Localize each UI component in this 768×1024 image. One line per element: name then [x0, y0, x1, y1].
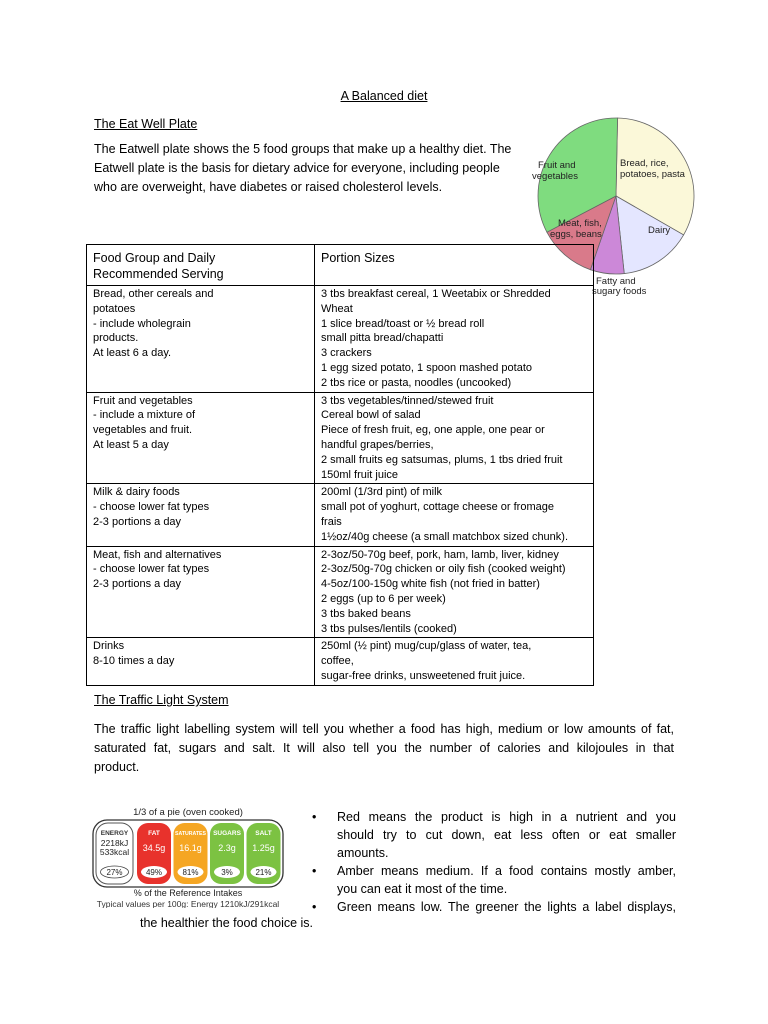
- traffic-heading: The Traffic Light System: [94, 693, 229, 707]
- energy-kj: 2218kJ: [100, 838, 129, 848]
- label-typical: Typical values per 100g: Energy 1210kJ/291kcal: [96, 899, 280, 908]
- pie-label: Dairy: [648, 225, 671, 236]
- nutrient-pct: 3%: [221, 868, 233, 877]
- food-group-line: vegetables and fruit.: [93, 424, 193, 437]
- eatwell-line: The Eatwell plate shows the 5 food groups that make up a healthy diet. The: [94, 142, 512, 156]
- portion-line: 2 small fruits eg satsumas, plums, 1 tbs dried fruit: [321, 453, 563, 466]
- nutrient-cell: [210, 823, 244, 884]
- food-group-line: 2-3 portions a day: [93, 515, 182, 528]
- eatwell-line: who are overweight, have diabetes or raised cholesterol levels.: [94, 180, 443, 194]
- portion-line: small pitta bread/chapatti: [321, 332, 444, 345]
- portion-line: 4-5oz/100-150g white fish (not fried in batter): [321, 578, 540, 591]
- nutrient-value: 34.5g: [142, 843, 166, 853]
- eatwell-line: Eatwell plate is the basis for dietary advice for everyone, including people: [94, 161, 500, 175]
- energy-pct: 27%: [106, 868, 123, 877]
- food-group-line: - include a mixture of: [93, 409, 196, 422]
- nutrient-name: FAT: [148, 830, 160, 837]
- food-group-line: Milk & dairy foods: [93, 486, 180, 499]
- food-group-line: Meat, fish and alternatives: [93, 548, 222, 561]
- table-header-row: [87, 245, 594, 286]
- food-group-line: Fruit and vegetables: [93, 394, 193, 407]
- energy-name: ENERGY: [100, 830, 129, 837]
- eatwell-paragraph: [94, 140, 511, 197]
- bullet-tail: the healthier the food choice is.: [140, 916, 314, 930]
- food-group-table: [86, 244, 594, 686]
- food-group-line: Drinks: [93, 640, 125, 653]
- nutrient-name: SUGARS: [213, 830, 241, 837]
- portion-line: coffee,: [321, 655, 354, 668]
- food-group-cell: [87, 546, 315, 638]
- bullet-dot-icon: •: [312, 900, 317, 914]
- table-row: [87, 546, 594, 638]
- portion-line: 3 tbs vegetables/tinned/stewed fruit: [321, 394, 494, 407]
- portion-line: sugar-free drinks, unsweetened fruit juice.: [321, 669, 526, 682]
- table-row: [87, 638, 594, 685]
- nutrient-name: SATURATES: [175, 831, 206, 837]
- food-group-line: 8-10 times a day: [93, 655, 175, 668]
- traffic-light-label: [90, 804, 286, 908]
- bullet-dot-icon: •: [312, 810, 317, 824]
- food-group-line: - include wholegrain: [93, 317, 191, 330]
- food-group-line: At least 6 a day.: [93, 347, 172, 360]
- nutrient-name: SALT: [255, 830, 272, 837]
- nutrient-value: 16.1g: [179, 843, 202, 853]
- energy-kcal: 533kcal: [99, 847, 130, 857]
- portion-cell: [315, 546, 594, 638]
- portion-line: Cereal bowl of salad: [321, 409, 421, 422]
- bullet-item: [312, 808, 676, 862]
- bullet-line: should try to cut down, eat less often or eat smaller: [337, 828, 676, 842]
- food-group-line: potatoes: [93, 302, 136, 315]
- portion-line: 3 crackers: [321, 347, 372, 360]
- nutrient-cell: [247, 823, 281, 884]
- food-group-cell: [87, 392, 315, 484]
- portion-line: frais: [321, 515, 342, 528]
- table-row: [87, 392, 594, 484]
- portion-line: handful grapes/berries,: [321, 438, 434, 451]
- portion-line: 1 slice bread/toast or ½ bread roll: [321, 317, 485, 330]
- portion-line: 2-3oz/50g-70g chicken or oily fish (cooked weight): [321, 563, 566, 576]
- pie-label: Fruit and: [538, 160, 576, 171]
- bullet-line: Amber means medium. If a food contains mostly amber,: [337, 864, 676, 878]
- portion-cell: [315, 484, 594, 546]
- food-group-line: - choose lower fat types: [93, 563, 210, 576]
- bullet-dot-icon: •: [312, 864, 317, 878]
- portion-line: Wheat: [321, 302, 353, 315]
- portion-line: 3 tbs breakfast cereal, 1 Weetabix or Shredded: [321, 288, 551, 300]
- nutrient-pct: 49%: [145, 868, 163, 877]
- document-title: A Balanced diet: [340, 89, 428, 103]
- bullet-line: you can eat it most of the time.: [337, 882, 508, 896]
- bullet-item: [312, 862, 676, 898]
- table-row: [87, 484, 594, 546]
- header-line: Portion Sizes: [321, 251, 395, 265]
- food-group-line: 2-3 portions a day: [93, 578, 182, 591]
- portion-line: 3 tbs pulses/lentils (cooked): [321, 622, 457, 635]
- portion-cell: [315, 638, 594, 685]
- pie-label: eggs, beans: [550, 229, 602, 240]
- portion-line: 2-3oz/50-70g beef, pork, ham, lamb, liver, kidney: [321, 548, 559, 561]
- portion-line: 3 tbs baked beans: [321, 607, 411, 620]
- pie-label: Fatty and: [596, 276, 636, 287]
- pie-label: Bread, rice,: [620, 158, 669, 169]
- portion-line: 250ml (½ pint) mug/cup/glass of water, tea,: [321, 640, 532, 653]
- portion-line: Piece of fresh fruit, eg, one apple, one pear or: [321, 424, 545, 437]
- food-group-line: Bread, other cereals and: [93, 288, 214, 300]
- bullet-line: Red means the product is high in a nutrient and you: [337, 810, 676, 824]
- food-group-cell: [87, 484, 315, 546]
- food-group-line: products.: [93, 332, 139, 345]
- portion-line: 2 tbs rice or pasta, noodles (uncooked): [321, 376, 512, 389]
- food-group-line: At least 5 a day: [93, 438, 169, 451]
- header-line: Food Group and Daily: [93, 251, 216, 265]
- bullet-line: Green means low. The greener the lights a label displays,: [337, 900, 676, 914]
- portion-line: 150ml fruit juice: [321, 468, 399, 481]
- eatwell-heading: The Eat Well Plate: [94, 117, 198, 131]
- pie-label: vegetables: [532, 171, 578, 182]
- portion-cell: [315, 392, 594, 484]
- nutrient-cell: [174, 823, 208, 884]
- traffic-bullets: [312, 808, 676, 916]
- table-row: [87, 286, 594, 393]
- portion-cell: [315, 286, 594, 393]
- nutrient-pct: 21%: [255, 868, 272, 877]
- pie-label: Meat, fish,: [558, 218, 602, 229]
- traffic-line: saturated fat, sugars and salt. It will also tell you the number of calories and kilojoules in that: [94, 741, 674, 755]
- pie-label: potatoes, pasta: [620, 169, 685, 180]
- label-title: 1/3 of a pie (oven cooked): [133, 807, 243, 818]
- portion-line: small pot of yoghurt, cottage cheese or fromage: [321, 501, 554, 514]
- bullet-item: [312, 898, 676, 916]
- portion-line: 200ml (1/3rd pint) of milk: [321, 486, 443, 499]
- header-portion-sizes: [315, 245, 594, 286]
- portion-line: 2 eggs (up to 6 per week): [321, 592, 446, 605]
- food-group-line: - choose lower fat types: [93, 501, 210, 514]
- nutrient-pct: 81%: [182, 868, 199, 877]
- nutrient-value: 2.3g: [218, 843, 236, 853]
- nutrient-cell: [137, 823, 171, 884]
- header-line: Recommended Serving: [93, 267, 224, 281]
- nutrient-value: 1.25g: [252, 843, 275, 853]
- label-reference: % of the Reference Intakes: [133, 888, 243, 898]
- header-food-group: [87, 245, 315, 286]
- pie-label: sugary foods: [592, 286, 647, 297]
- food-group-cell: [87, 638, 315, 685]
- traffic-line: product.: [94, 760, 140, 774]
- traffic-line: The traffic light labelling system will tell you whether a food has high, medium or low amounts of fat,: [94, 722, 674, 736]
- food-group-cell: [87, 286, 315, 393]
- bullet-line: amounts.: [337, 846, 389, 860]
- portion-line: 1½oz/40g cheese (a small matchbox sized chunk).: [321, 530, 569, 543]
- portion-line: 1 egg sized potato, 1 spoon mashed potato: [321, 361, 532, 374]
- traffic-paragraph: [94, 720, 674, 777]
